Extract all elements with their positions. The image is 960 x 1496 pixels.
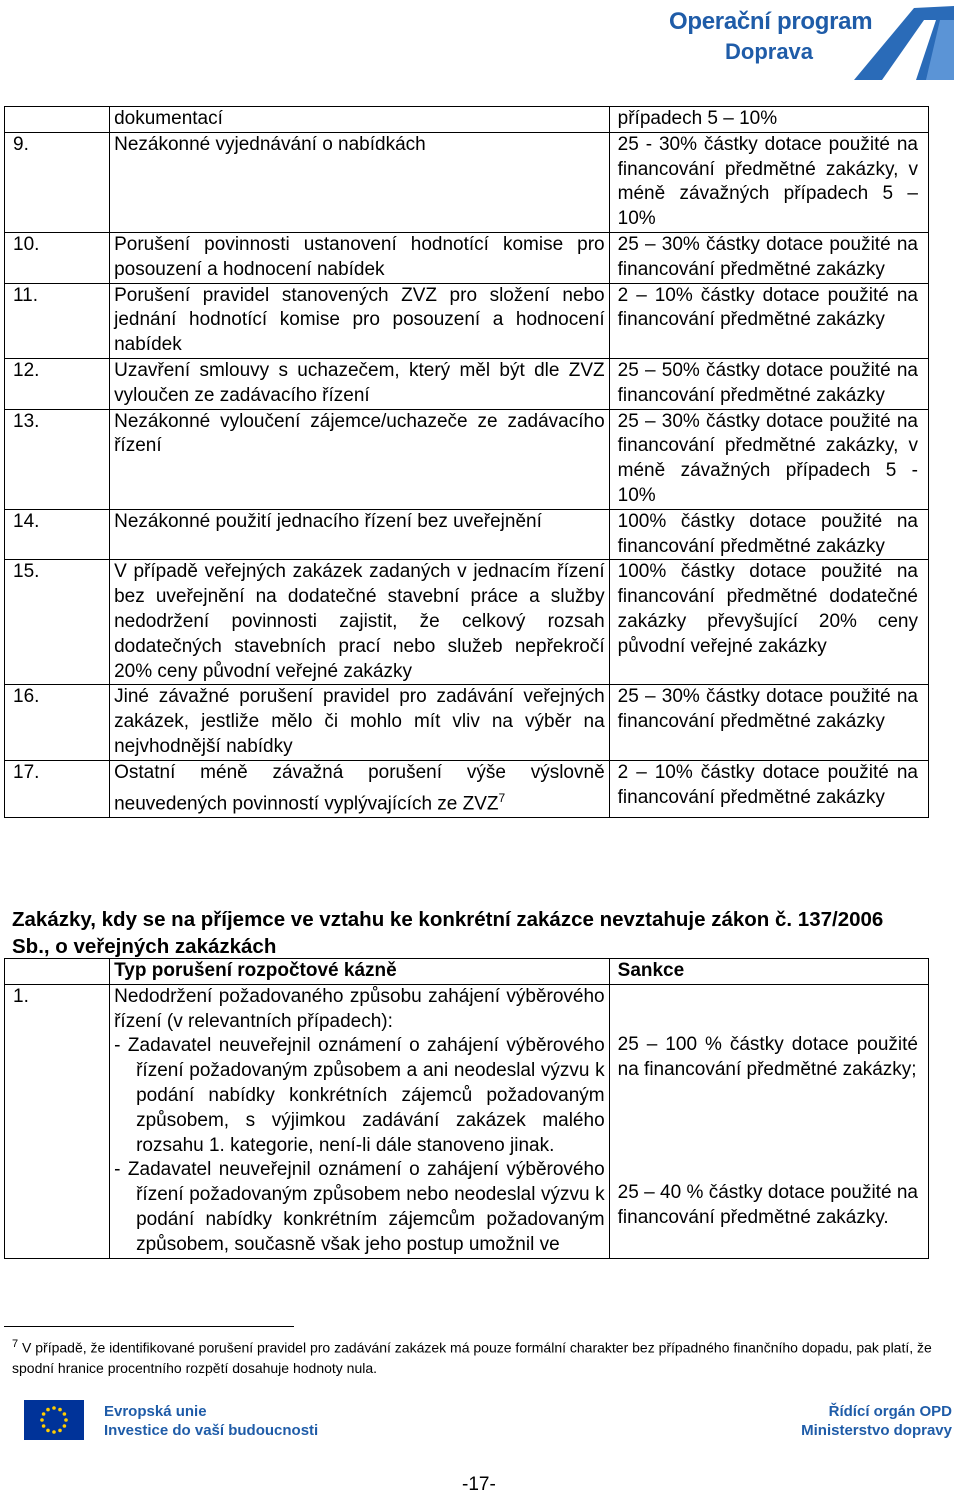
footnote xyxy=(12,1334,952,1378)
row-number: 13. xyxy=(5,409,110,509)
footnote-separator xyxy=(4,1326,294,1327)
managing-authority-label: Řídící orgán OPD Ministerstvo dopravy xyxy=(801,1403,952,1439)
row-sanction: 100% částky dotace použité na financování předmětné dodatečné zakázky převyšující 20% ceny původní veřejné zakázky xyxy=(609,560,928,685)
row-number: 11. xyxy=(5,283,110,358)
row-description: V případě veřejných zakázek zadaných v jednacím řízení bez uveřejnění na dodatečné stavební práce a služby nedodržení povinnosti zajistit, že celkový rozsah dodatečných stavebních prací nebo služeb nepřekročí 20% ceny původní veřejné zakázky xyxy=(110,560,610,685)
row-number: 1. xyxy=(5,984,110,1258)
table-row xyxy=(5,685,929,760)
section-heading: Zakázky, kdy se na příjemce ve vztahu ke konkrétní zakázce nevztahuje zákon č. 137/2006 Sb., o veřejných zakázkách xyxy=(12,908,884,958)
row-sanction: 2 – 10% částky dotace použité na financování předmětné zakázky xyxy=(609,760,928,817)
table-row xyxy=(5,760,929,817)
table-row xyxy=(5,409,929,509)
row-description: Nezákonné vyloučení zájemce/uchazeče ze zadávacího řízení xyxy=(110,409,610,509)
sanction-item: 25 – 100 % částky dotace použité na financování předmětné zakázky; xyxy=(617,1033,918,1080)
row-sanction: případech 5 – 10% xyxy=(609,107,928,133)
row-description: Porušení povinnosti ustanovení hodnotící komise pro posouzení a hodnocení nabídek xyxy=(110,232,610,283)
table-row xyxy=(5,509,929,560)
logo-line2: Doprava xyxy=(725,39,814,64)
sanction-item: 25 – 40 % částky dotace použité na financování předmětné zakázky. xyxy=(617,1181,918,1228)
row-sanction: 2 – 10% částky dotace použité na financování předmětné zakázky xyxy=(609,283,928,358)
road-icon xyxy=(854,0,954,82)
row-description: Nezákonné použití jednacího řízení bez uveřejnění xyxy=(110,509,610,560)
operacni-program-doprava-logo xyxy=(669,0,954,82)
row-description: Ostatní méně závažná porušení výše výslovně neuvedených povinností vyplývajících ze ZVZ$^7$ xyxy=(110,760,610,817)
bullet-item: - Zadavatel neuveřejnil oznámení o zahájení výběrového řízení požadovaným způsobem nebo neodeslal výzvu k podání nabídky konkrétním zájemcům požadovaným způsobem, současně však jeho postup umožnil ve xyxy=(114,1159,605,1255)
footnote-text: V případě, že identifikované porušení pravidel pro zadávání zakázek má pouze formální charakter bez případného finančního dopadu, pak platí, že spodní hranice procentního rozpětí dosahuje hodnoty nula. xyxy=(12,1339,932,1376)
row-sanction: 25 - 30% částky dotace použité na financování předmětné zakázky, v méně závažných případech 5 – 10% xyxy=(609,132,928,232)
table-row xyxy=(5,132,929,232)
row-number: 12. xyxy=(5,358,110,409)
footnote-mark: 7 xyxy=(12,1338,19,1350)
footnote-ref: 7 xyxy=(498,790,506,805)
table-row xyxy=(5,984,929,1258)
logo-line1: Operační program xyxy=(669,8,873,35)
header-type: Typ porušení rozpočtové kázně xyxy=(110,959,610,985)
intro-text: Nedodržení požadovaného způsobu zahájení výběrového řízení (v relevantních případech): xyxy=(114,985,605,1032)
row-sanction: 25 – 30% částky dotace použité na financování předmětné zakázky xyxy=(609,232,928,283)
page-number: -17- xyxy=(462,1474,496,1495)
row-number: 14. xyxy=(5,509,110,560)
eu-flag-icon xyxy=(24,1400,84,1440)
row-sanction: 25 – 30% částky dotace použité na financování předmětné zakázky xyxy=(609,685,928,760)
row-sanction: 25 – 50% částky dotace použité na financování předmětné zakázky xyxy=(609,358,928,409)
row-number: 10. xyxy=(5,232,110,283)
row-number: 17. xyxy=(5,760,110,817)
row-description: Nezákonné vyjednávání o nabídkách xyxy=(110,132,610,232)
row-sanction: 100% částky dotace použité na financování předmětné zakázky xyxy=(609,509,928,560)
row-sanction: 25 – 30% částky dotace použité na financování předmětné zakázky, v méně závažných případech 5 - 10% xyxy=(609,409,928,509)
table-row xyxy=(5,560,929,685)
eu-label: Evropská unie Investice do vaší budoucnosti xyxy=(104,1403,319,1439)
header-sanction: Sankce xyxy=(609,959,928,985)
row-sanction xyxy=(609,984,928,1258)
bullet-item: - Zadavatel neuveřejnil oznámení o zahájení výběrového řízení požadovaným způsobem a ani neodeslal výzvu k podání nabídky konkrétních zájemců požadovaným způsobem, s výjimkou zadávání zakázek malého rozsahu 1. kategorie, není-li dále stanoveno jinak. xyxy=(114,1035,605,1156)
table-header-row xyxy=(5,959,929,985)
sanctions-table xyxy=(4,106,929,818)
table-row xyxy=(5,232,929,283)
row-number: 15. xyxy=(5,560,110,685)
row-number: 9. xyxy=(5,132,110,232)
row-number xyxy=(5,107,110,133)
table-row xyxy=(5,358,929,409)
budget-discipline-table xyxy=(4,958,929,1259)
table-row xyxy=(5,107,929,133)
row-description: Jiné závažné porušení pravidel pro zadávání veřejných zakázek, jestliže mělo či mohlo mít vliv na výběr na nejvhodnější nabídky xyxy=(110,685,610,760)
table-row xyxy=(5,283,929,358)
row-description: Uzavření smlouvy s uchazečem, který měl být dle ZVZ vyloučen ze zadávacího řízení xyxy=(110,358,610,409)
row-description xyxy=(110,984,610,1258)
row-description: Porušení pravidel stanovených ZVZ pro složení nebo jednání hodnotící komise pro posouzení a hodnocení nabídek xyxy=(110,283,610,358)
row-description: dokumentací xyxy=(110,107,610,133)
row-number: 16. xyxy=(5,685,110,760)
